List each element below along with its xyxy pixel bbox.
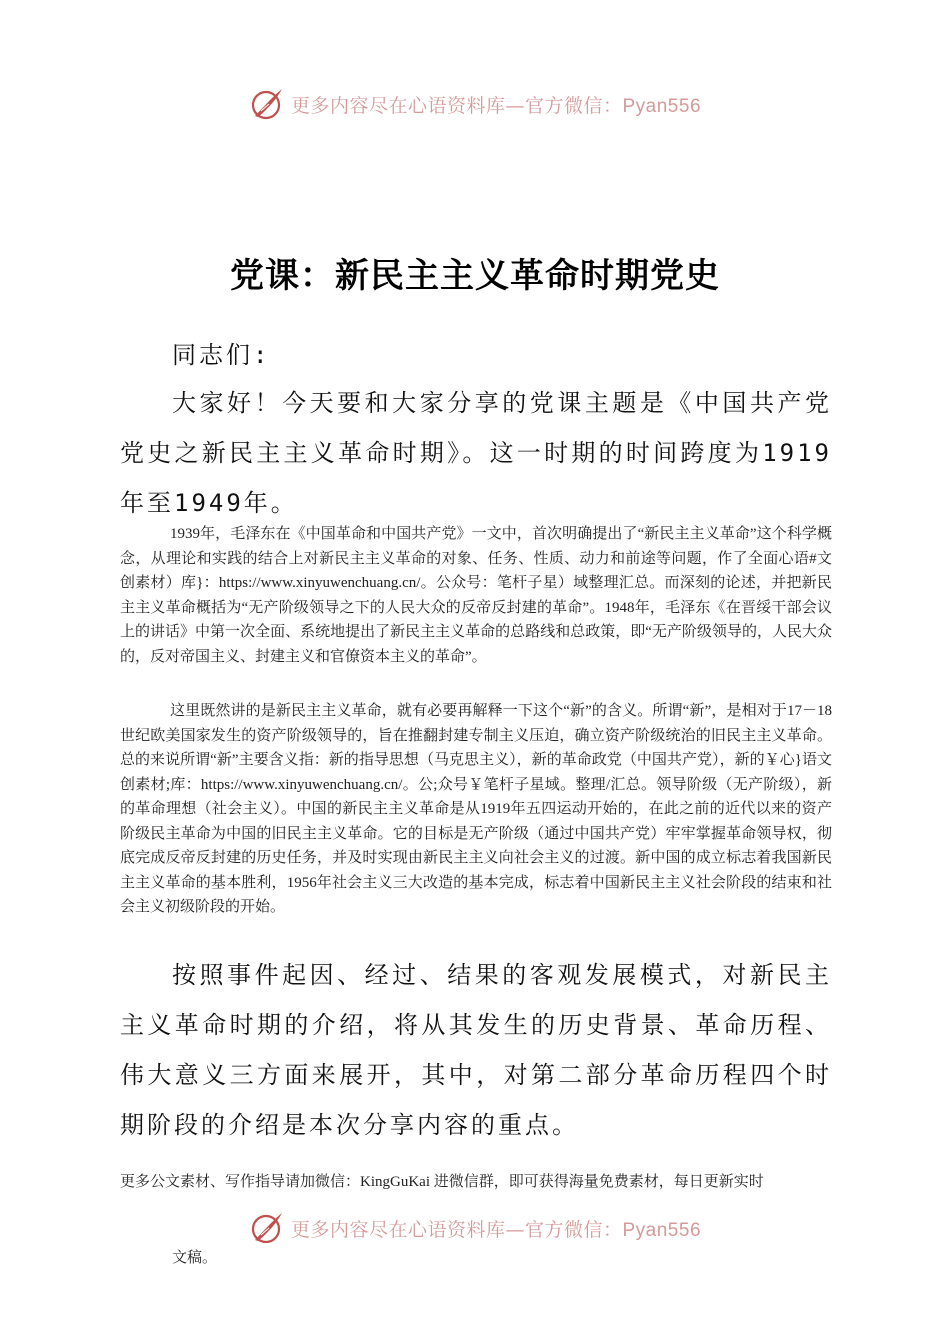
quill-logo-icon	[249, 1210, 285, 1246]
document-title: 党课：新民主主义革命时期党史	[230, 256, 720, 296]
outline-paragraph: 按照事件起因、经过、结果的客观发展模式，对新民主主义革命时期的介绍，将从其发生的历史背景、革命历程、伟大意义三方面来展开，其中，对第二部分革命历程四个时期阶段的介绍是本次分享内容的重点。	[120, 961, 832, 1139]
intro-paragraph: 大家好！今天要和大家分享的党课主题是《中国共产党党史之新民主主义革命时期》。这一时期的时间跨度为1919年至1949年。	[120, 389, 832, 517]
body-paragraph-2: 这里既然讲的是新民主主义革命，就有必要再解释一下这个“新”的含义。所谓“新”，是相对于17－18世纪欧美国家发生的资产阶级领导的，旨在推翻封建专制主义压迫，确立资产阶级统治的旧民主主义革命。总的来说所谓“新”主要含义指：新的指导思想（马克思主义），新的革命政党（中国共产党），新的￥心}语文创素材;库：https://www.xinyuwenchuang.cn/。公;众号￥笔杆子星域。整理/汇总。领导阶级（无产阶级），新的革命理想（社会主义）。中国的新民主主义革命是从1919年五四运动开始的，在此之前的近代以来的资产阶级民主革命为中国的旧民主主义革命。它的目标是无产阶级（通过中国共产党）牢牢掌握革命领导权，彻底完成反帝反封建的历史任务，并及时实现由新民主主义向社会主义的过渡。新中国的成立标志着我国新民主主义革命的基本胜利，1956年社会主义三大改造的基本完成，标志着中国新民主主义社会阶段的结束和社会主义初级阶段的开始。	[120, 703, 832, 915]
watermark-text: 更多内容尽在心语资料库—官方微信：Pyan556	[290, 94, 702, 117]
quill-logo-icon	[249, 86, 285, 122]
footer-note: 更多公文素材、写作指导请加微信：KingGuKai 进微信群，即可获得海量免费素材，每日更新实时	[120, 1174, 764, 1190]
greeting: 同志们:	[172, 341, 271, 369]
watermark-banner-top	[0, 84, 950, 124]
watermark-text: 更多内容尽在心语资料库—官方微信：Pyan556	[290, 1218, 702, 1241]
watermark-banner-bottom	[0, 1208, 950, 1248]
watermark-wechat: Pyan556	[622, 95, 702, 117]
watermark-wechat: Pyan556	[622, 1219, 702, 1241]
body-paragraph-1: 1939年，毛泽东在《中国革命和中国共产党》一文中，首次明确提出了“新民主主义革命”这个科学概念，从理论和实践的结合上对新民主主义革命的对象、任务、性质、动力和前途等问题，作了全面心语#文创素材）库}：https://www.xinyuwenchuang.cn/。公众号：笔杆子星）域整理汇总。而深刻的论述，并把新民主主义革命概括为“无产阶级领导之下的人民大众的反帝反封建的革命”。1948年，毛泽东《在晋绥干部会议上的讲话》中第一次全面、系统地提出了新民主主义革命的总路线和总政策，即“无产阶级领导的，人民大众的，反对帝国主义、封建主义和官僚资本主义的革命”。	[120, 526, 832, 665]
footer-tail: 文稿。	[172, 1250, 218, 1266]
